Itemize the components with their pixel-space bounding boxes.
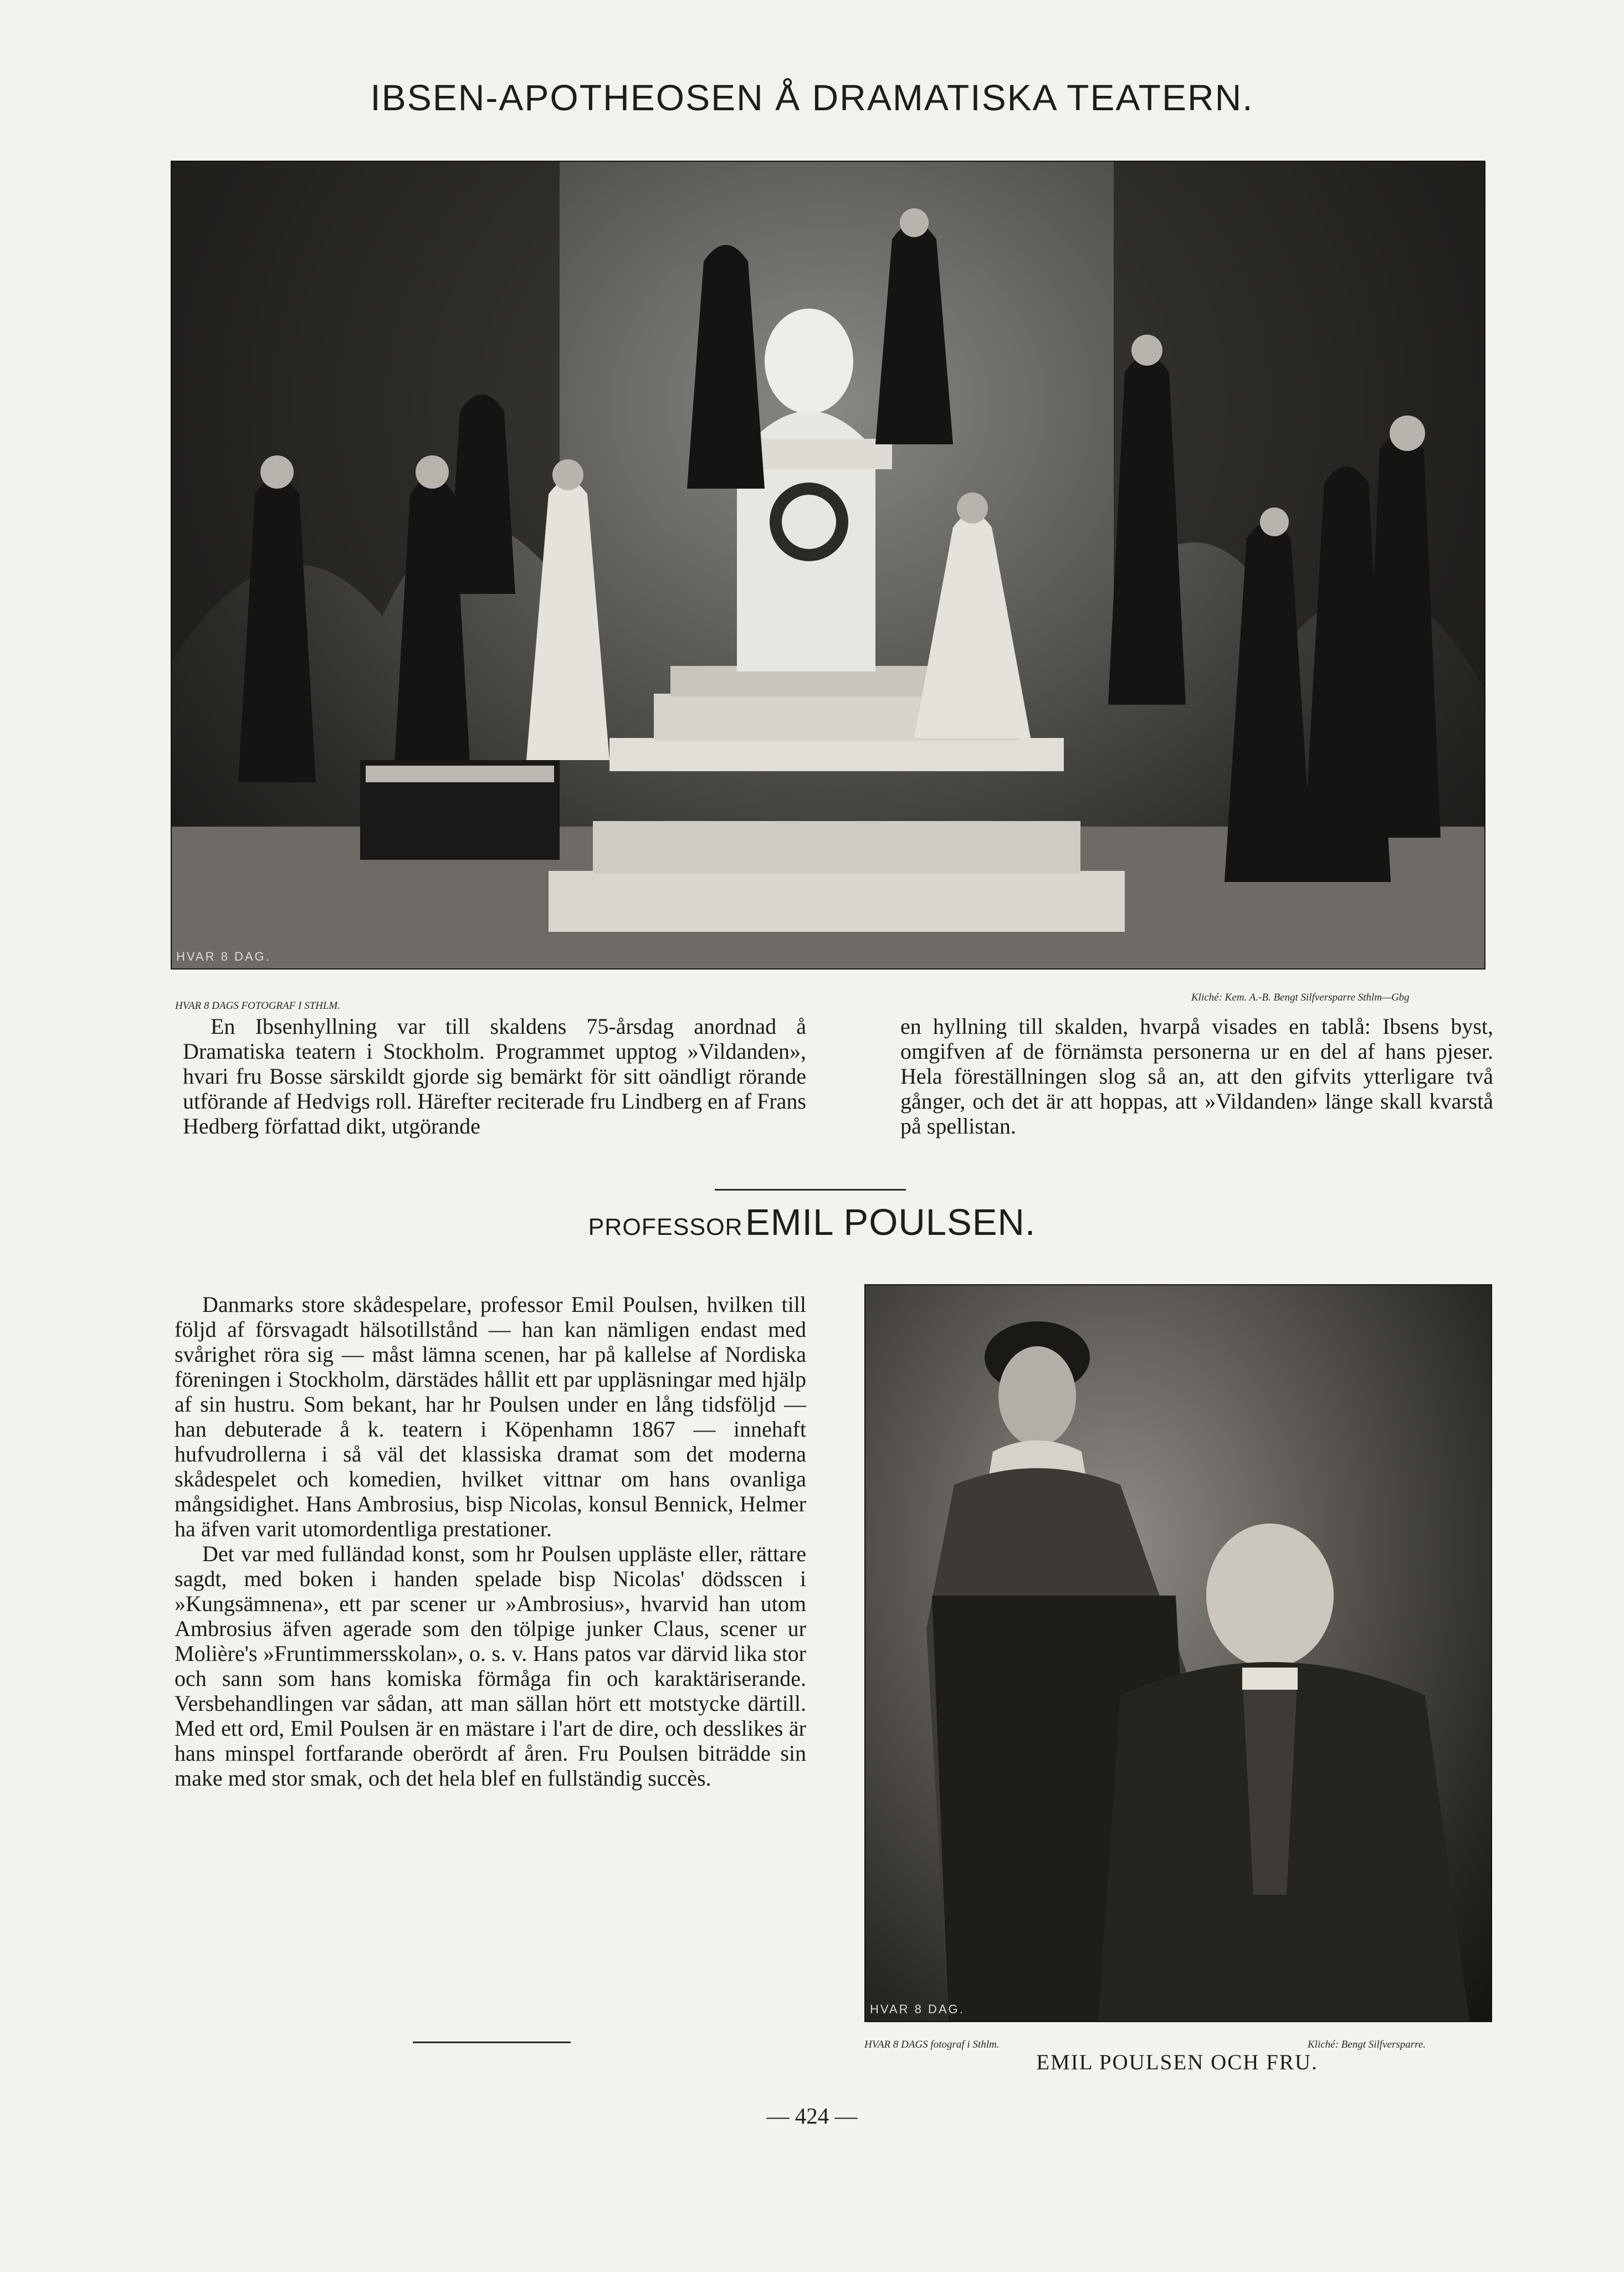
poulsen-article-column <box>175 1292 806 1791</box>
portrait-watermark: HVAR 8 DAG. <box>870 2002 965 2016</box>
section-title-prefix: PROFESSOR <box>588 1214 743 1240</box>
photo-watermark: HVAR 8 DAG. <box>176 950 271 963</box>
stage-tableau-illustration <box>172 162 1484 968</box>
portrait-caption: EMIL POULSEN OCH FRU. <box>1036 2050 1318 2074</box>
poulsen-paragraph-1: Danmarks store skådespelare, professor Emil Poulsen, hvilken till följd af försvagadt hälsotillstånd — han kan nämligen endast med svårighet röra sig — måst lämna scenen, har på kallelse af Nordiska föreningen i Stockholm, därstädes hållit ett par uppläsningar med hjälp af sin hustru. Som bekant, har hr Poulsen under en lång tidsföljd — han debuterade å k. teatern i Köpenhamn 1867 — innehaft hufvudrollerna i så väl det klassiska dramat som det moderna skådespelet och komedien, hvilket vittnar om hans ovanliga mångsidighet. Hans Ambrosius, bisp Nicolas, konsul Bennick, Helmer ha äfven varit utomordentliga prestationer. <box>175 1292 806 1541</box>
section-title <box>443 1201 1181 1244</box>
poulsen-paragraph-2: Det var med fulländad konst, som hr Poulsen uppläste eller, rättare sagdt, med boken i handen spelade bisp Nicolas' dödsscen i »Kungsämnena», ett par scener ur »Ambrosius», hvarvid han utom Ambrosius äfven agerade som den tölpige junker Claus, scener ur Molière's »Fruntimmersskolan», o. s. v. Hans patos var därvid lika stor och sann som hans komiska förmåga fin och karaktäriserande. Versbehandlingen var sådan, att man sällan hört ett motstycke därtill. Med ett ord, Emil Poulsen är en mästare i l'art de dire, och desslikes är hans minspel fortfarande oberördt af åren. Fru Poulsen biträdde sin make med stor smak, och det hela blef en fullständig succès. <box>175 1541 806 1791</box>
section-divider <box>715 1189 906 1191</box>
bottom-divider <box>413 2042 571 2043</box>
section-title-name: EMIL POULSEN. <box>745 1202 1036 1243</box>
ibsen-article-right-text: en hyllning till skalden, hvarpå visades en tablå: Ibsens byst, omgifven af de förnämsta personerna ur en del af hans pjeser. Hela föreställningen slog så an, att den gifvits ytterligare två gånger, och det är att hoppas, att »Vildanden» länge skall kvarstå på spellistan. <box>900 1014 1493 1138</box>
ibsen-article-left-column <box>183 1014 806 1138</box>
portrait-illustration <box>865 1285 1491 2021</box>
portrait-credit-left: HVAR 8 DAGS fotograf i Sthlm. <box>864 2039 1000 2050</box>
photo-credit-right: Kliché: Kem. A.-B. Bengt Silfversparre Sthlm—Gbg <box>1191 992 1410 1003</box>
ibsen-article-left-text: En Ibsenhyllning var till skaldens 75-årsdag anordnad å Dramatiska teatern i Stockholm. Programmet upptog »Vildanden», hvari fru Bosse särskildt gjorde sig bemärkt för sitt oändligt rörande utförande af Hedvigs roll. Härefter reciterade fru Lindberg en af Frans Hedberg författad dikt, utgörande <box>183 1014 806 1138</box>
portrait-credit-right: Kliché: Bengt Silfversparre. <box>1308 2039 1426 2050</box>
poulsen-portrait-photo <box>864 1284 1492 2022</box>
page-title: IBSEN-APOTHEOSEN Å DRAMATISKA TEATERN. <box>370 77 1254 118</box>
page-number: — 424 — <box>766 2103 858 2129</box>
ibsen-apotheosis-photo <box>171 161 1485 970</box>
photo-credit-left: HVAR 8 DAGS FOTOGRAF I STHLM. <box>175 1000 340 1012</box>
ibsen-article-right-column <box>900 1014 1493 1138</box>
